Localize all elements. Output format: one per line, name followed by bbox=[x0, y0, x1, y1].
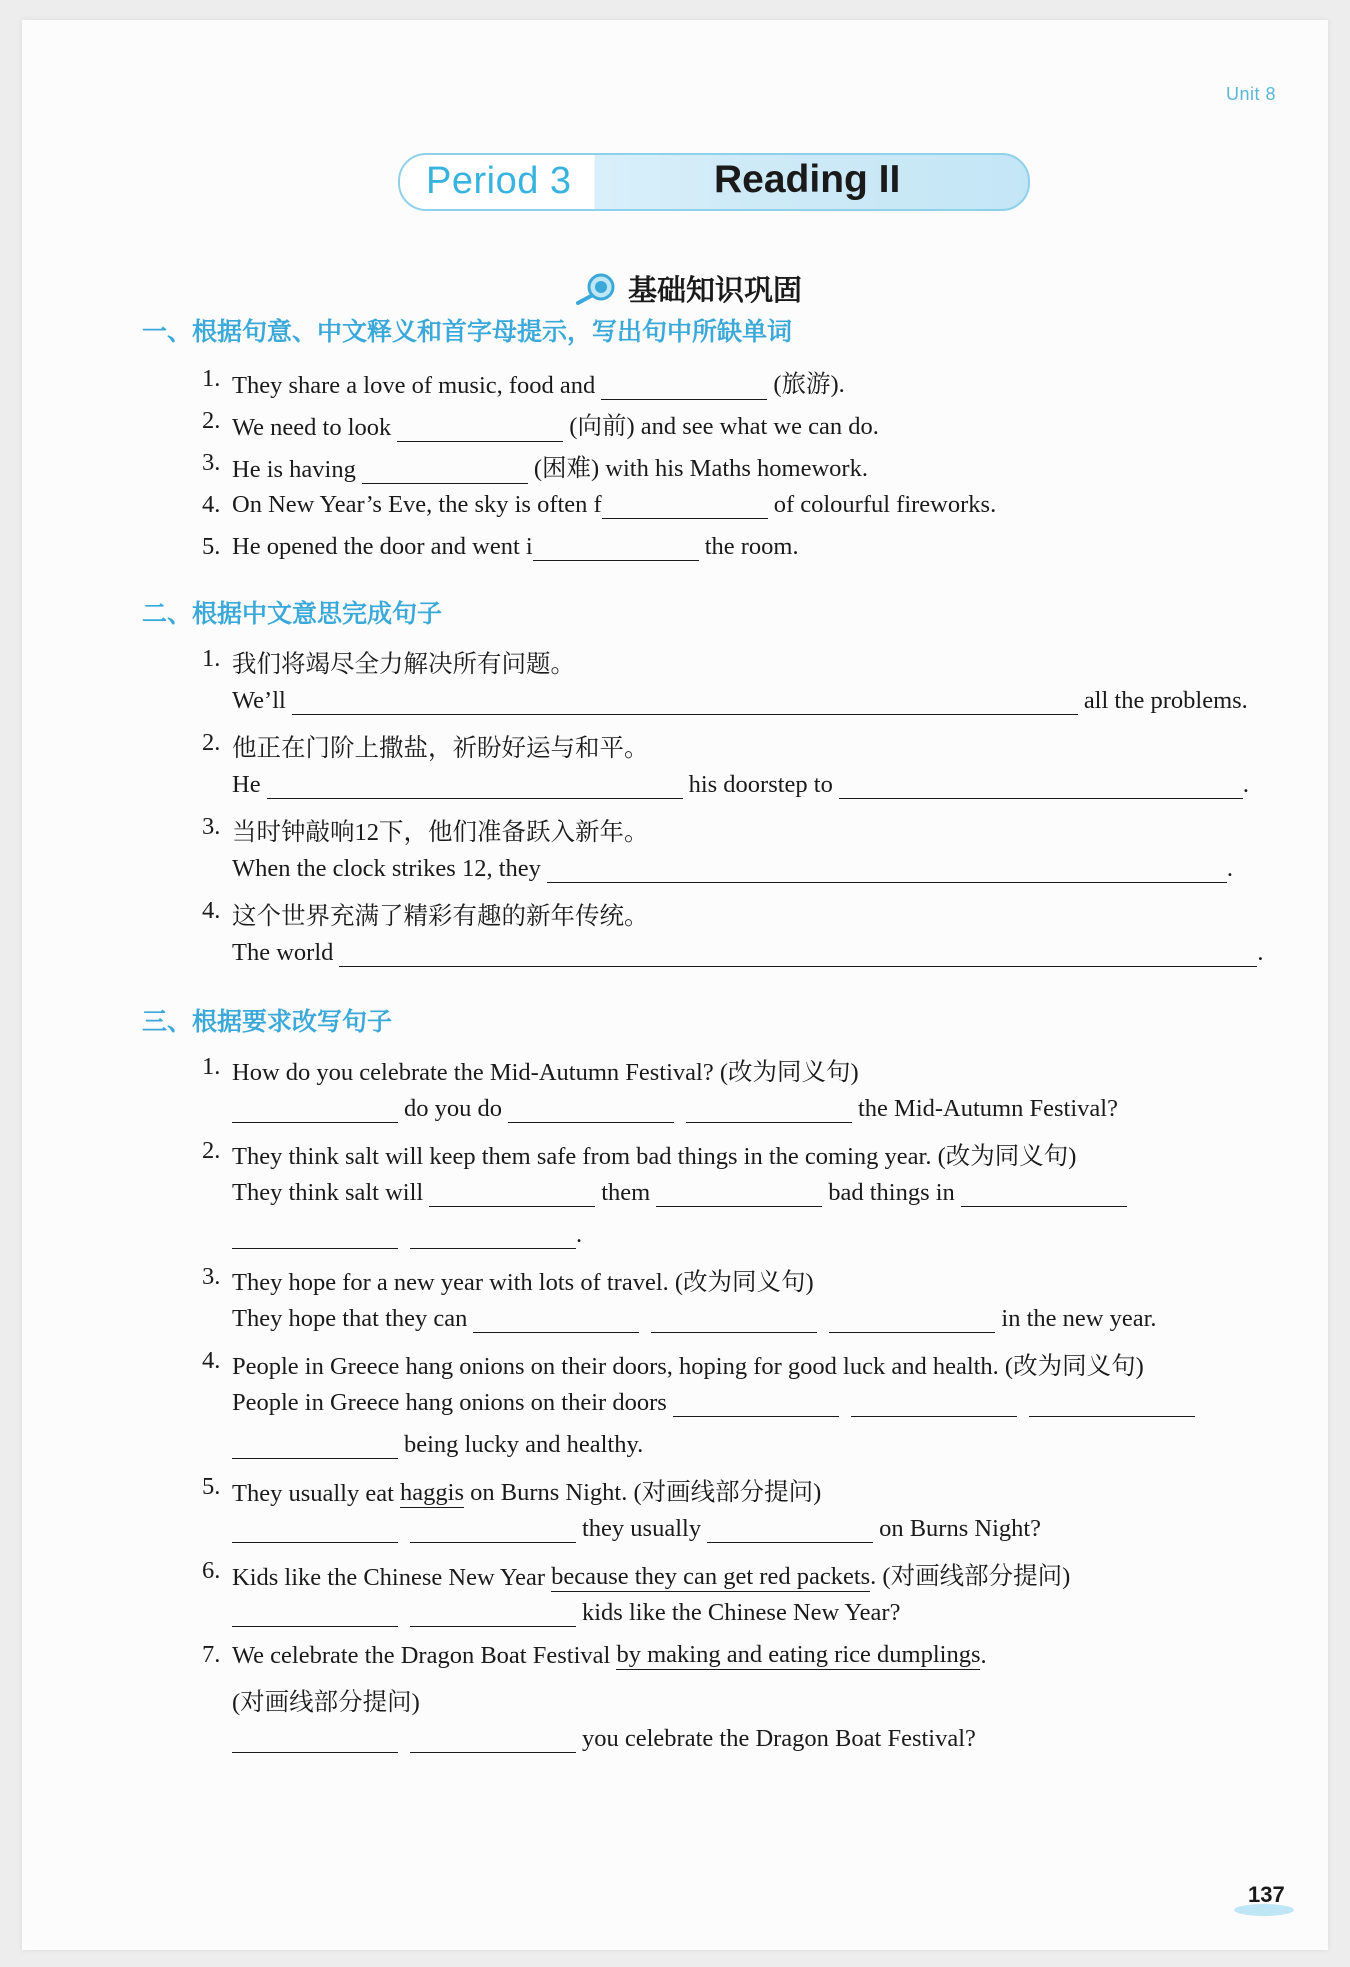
unit-label: Unit 8 bbox=[1226, 84, 1277, 104]
answer-blank[interactable] bbox=[547, 856, 1227, 883]
answer-blank[interactable] bbox=[851, 1390, 1017, 1417]
lesson-title: Reading II bbox=[714, 158, 901, 201]
answer-blank[interactable] bbox=[339, 940, 1257, 967]
answer-blank[interactable] bbox=[410, 1516, 576, 1543]
section-title bbox=[574, 268, 802, 309]
magnifier-icon bbox=[574, 272, 618, 306]
underlined-phrase: haggis bbox=[400, 1479, 465, 1506]
page-number: 137 bbox=[1248, 1882, 1285, 1907]
section-title-text: 基础知识巩固 bbox=[628, 273, 803, 307]
answer-blank[interactable] bbox=[267, 772, 683, 799]
part3-heading: 三、根据要求改写句子 bbox=[142, 1007, 393, 1036]
answer-blank[interactable] bbox=[292, 688, 1078, 715]
period-label: Period 3 bbox=[426, 160, 572, 202]
answer-blank[interactable] bbox=[232, 1516, 398, 1543]
answer-blank[interactable] bbox=[232, 1222, 398, 1249]
answer-blank[interactable] bbox=[707, 1516, 873, 1543]
answer-blank[interactable] bbox=[429, 1180, 595, 1207]
answer-blank[interactable] bbox=[1029, 1390, 1195, 1417]
answer-blank[interactable] bbox=[362, 457, 528, 484]
underlined-phrase: by making and eating rice dumplings bbox=[616, 1641, 981, 1668]
answer-blank[interactable] bbox=[651, 1306, 817, 1333]
answer-blank[interactable] bbox=[232, 1096, 398, 1123]
answer-blank[interactable] bbox=[602, 492, 768, 519]
answer-blank[interactable] bbox=[410, 1726, 576, 1753]
period-banner bbox=[398, 153, 1030, 211]
answer-blank[interactable] bbox=[232, 1432, 398, 1459]
answer-blank[interactable] bbox=[232, 1726, 398, 1753]
part2-heading: 二、根据中文意思完成句子 bbox=[142, 599, 443, 628]
answer-blank[interactable] bbox=[656, 1180, 822, 1207]
underlined-phrase: because they can get red packets bbox=[551, 1563, 871, 1590]
answer-blank[interactable] bbox=[686, 1096, 852, 1123]
answer-blank[interactable] bbox=[533, 534, 699, 561]
answer-blank[interactable] bbox=[397, 415, 563, 442]
answer-blank[interactable] bbox=[961, 1180, 1127, 1207]
answer-blank[interactable] bbox=[410, 1222, 576, 1249]
answer-blank[interactable] bbox=[839, 772, 1243, 799]
answer-blank[interactable] bbox=[673, 1390, 839, 1417]
answer-blank[interactable] bbox=[410, 1600, 576, 1627]
answer-blank[interactable] bbox=[829, 1306, 995, 1333]
answer-blank[interactable] bbox=[232, 1600, 398, 1627]
answer-blank[interactable] bbox=[508, 1096, 674, 1123]
answer-blank[interactable] bbox=[473, 1306, 639, 1333]
worksheet-page: Unit 8 Period 3 Reading II 基础知识巩固 一、根据句意、中文释义和首字母提示，写出句中所缺单词 1. They share a love of music, food and (旅游). 2. We need to look (向前) and see what we can do. 3. He is having (困难) with his Maths homework. 4. On New Year’s Eve, the sky is often f of colourful fireworks. 5. He opened the door and went i the room. 二、根据中文意思完成句子 1. 我们将竭尽全力解决所有问题。 We’ll all the problems. 2. 他正在门阶上撒盐，祈盼好运与和平。 He his doorstep to . 3. 当时钟敲响12下，他们准备跃入新年。 When the clock strikes 12, they . 4. 这个世界充满了精彩有趣的新年传统。 The world . 三、根据要求改写句子 1. How do you celebrate the Mid-Autumn Festival? (改为同义句) do you do the Mid-Autumn Festival? 2. They think salt will keep them safe from bad things in the coming year. (改为同义句) They think salt will them bad things in . 3. They hope for a new year with lots of travel. (改为同义句) They hope that they can in the new year. 4. People in Greece hang onions on their doors, hoping for good luck and health. (改为同义句) People in Greece hang onions on their doors being lucky and healthy. 5. They usually eat haggis on Burns Night. (对画线部分提问) they usually on Burns Night? 6. Kids like the Chinese New Year because they can get red packets . (对画线部分提问) kids like the Chinese New Year? 7. We celebrate the Dragon Boat Festival by making and eating rice dumplings . (对画线部分提问) you celebrate the Dragon Boat Festival? 137 bbox=[22, 20, 1328, 1950]
answer-blank[interactable] bbox=[601, 373, 767, 400]
part1-heading: 一、根据句意、中文释义和首字母提示，写出句中所缺单词 bbox=[142, 317, 793, 346]
